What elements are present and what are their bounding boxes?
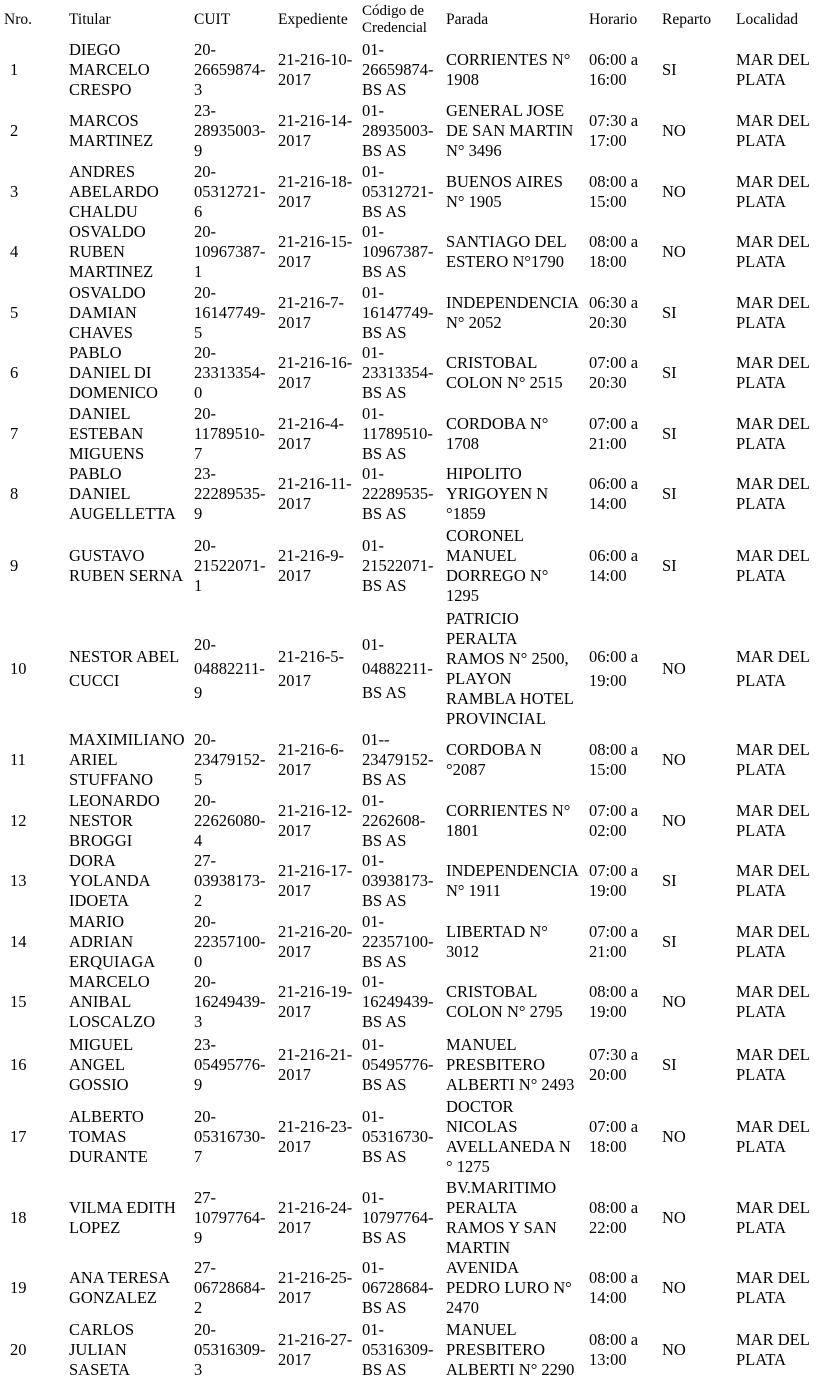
cell-parada: BUENOS AIRES N° 1905	[446, 171, 563, 211]
cell-localidad: MAR DEL PLATA	[736, 50, 810, 89]
cell-codigo: 01- 03938173- BS AS	[362, 851, 434, 910]
table-body	[4, 40, 832, 1382]
cell-reparto: SI	[662, 60, 677, 79]
cell-nro: 16	[10, 1054, 27, 1074]
cell-reparto: SI	[662, 555, 677, 575]
cell-titular: NESTOR ABEL CUCCI	[69, 646, 180, 690]
cell-localidad: MAR DEL PLATA	[736, 1330, 810, 1369]
cell-reparto: SI	[662, 484, 677, 503]
cell-horario: 07:00 a 19:00	[589, 861, 639, 900]
cell-titular: OSVALDO RUBEN MARTINEZ	[69, 222, 154, 281]
table-row	[4, 161, 832, 222]
cell-parada: CRISTOBAL COLON N° 2515	[446, 353, 563, 392]
cell-parada: SANTIAGO DEL ESTERO N°1790	[446, 232, 567, 271]
cell-reparto: NO	[662, 750, 686, 769]
cell-cuit: 23- 28935003- 9	[194, 100, 266, 160]
table-row	[4, 282, 832, 343]
cell-cuit: 20- 16249439- 3	[194, 972, 266, 1031]
header-parada: Parada	[446, 11, 489, 28]
cell-horario: 06:00 a 14:00	[589, 474, 639, 513]
cell-codigo: 01- 06728684- BS AS	[362, 1258, 434, 1317]
table-row	[4, 1177, 832, 1258]
cell-codigo: 01- 26659874- BS AS	[362, 40, 434, 99]
cell-reparto: SI	[662, 871, 677, 890]
cell-titular: MARCELO ANIBAL LOSCALZO	[69, 972, 156, 1031]
cell-horario: 06:00 a 14:00	[589, 545, 639, 585]
cell-localidad: MAR DEL PLATA	[736, 110, 810, 150]
cell-expediente: 21-216-24- 2017	[278, 1197, 353, 1237]
cell-localidad: MAR DEL PLATA	[736, 171, 810, 211]
cell-expediente: 21-216-19- 2017	[278, 982, 353, 1021]
cell-nro: 12	[10, 810, 27, 830]
cell-nro: 7	[10, 423, 19, 443]
cell-expediente: 21-216-20- 2017	[278, 921, 353, 961]
header-nro: Nro.	[4, 11, 32, 28]
table-header	[4, 0, 832, 40]
cell-horario: 07:30 a 20:00	[589, 1044, 639, 1084]
cell-horario: 06:00 a 16:00	[589, 50, 639, 89]
cell-localidad: MAR DEL PLATA	[736, 232, 810, 271]
cell-nro: 11	[10, 750, 26, 769]
cell-expediente: 21-216-16- 2017	[278, 353, 353, 392]
cell-reparto: NO	[662, 810, 686, 830]
cell-nro: 1	[10, 60, 19, 79]
cell-titular: ANA TERESA GONZALEZ	[69, 1268, 170, 1307]
cell-localidad: MAR DEL PLATA	[736, 474, 810, 513]
table-row	[4, 851, 832, 911]
cell-codigo: 01- 05495776- BS AS	[362, 1034, 434, 1094]
cell-expediente: 21-216-11- 2017	[278, 474, 352, 513]
table-row	[4, 222, 832, 282]
cell-reparto: NO	[662, 242, 686, 261]
cell-nro: 6	[10, 363, 19, 382]
cell-titular: MAXIMILIANO ARIEL STUFFANO	[69, 730, 185, 789]
cell-cuit: 23- 22289535- 9	[194, 464, 266, 523]
cell-localidad: MAR DEL PLATA	[736, 921, 810, 961]
cell-titular: ALBERTO TOMAS DURANTE	[69, 1107, 148, 1166]
cell-cuit: 27- 06728684- 2	[194, 1258, 266, 1317]
cell-localidad: MAR DEL PLATA	[736, 1197, 810, 1237]
cell-codigo: 01- 10967387- BS AS	[362, 222, 434, 281]
cell-expediente: 21-216-14- 2017	[278, 110, 353, 150]
cell-nro: 14	[10, 931, 27, 951]
cell-titular: MARIO ADRIAN ERQUIAGA	[69, 911, 156, 971]
cell-localidad: MAR DEL PLATA	[736, 646, 810, 690]
cell-codigo: 01-- 23479152- BS AS	[362, 730, 434, 789]
cell-parada: MANUEL PRESBITERO ALBERTI N° 2290	[446, 1320, 575, 1379]
cell-codigo: 01- 22357100- BS AS	[362, 911, 434, 971]
cell-horario: 06:00 a 19:00	[589, 646, 639, 690]
cell-cuit: 20- 10967387- 1	[194, 222, 266, 281]
cell-horario: 07:00 a 21:00	[589, 413, 639, 453]
cell-parada: HIPOLITO YRIGOYEN N °1859	[446, 464, 549, 523]
cell-reparto: SI	[662, 1054, 677, 1074]
header-codigo: Código de Credencial	[362, 3, 427, 36]
cell-localidad: MAR DEL PLATA	[736, 800, 810, 840]
cell-localidad: MAR DEL PLATA	[736, 413, 810, 453]
cell-expediente: 21-216-4- 2017	[278, 413, 344, 453]
cell-expediente: 21-216-7- 2017	[278, 292, 344, 332]
cell-localidad: MAR DEL PLATA	[736, 1117, 810, 1156]
cell-codigo: 01- 22289535- BS AS	[362, 464, 434, 523]
header-reparto: Reparto	[662, 11, 712, 28]
cell-cuit: 20- 05316730- 7	[194, 1107, 266, 1166]
cell-codigo: 01- 23313354- BS AS	[362, 343, 434, 402]
cell-cuit: 20- 22626080- 4	[194, 790, 266, 850]
cell-reparto: SI	[662, 423, 677, 443]
table-row	[4, 524, 832, 607]
cell-parada: CORRIENTES N° 1801	[446, 800, 571, 840]
cell-cuit: 20- 05312721- 6	[194, 161, 266, 221]
table-row	[4, 403, 832, 464]
cell-expediente: 21-216-15- 2017	[278, 232, 353, 271]
cell-cuit: 20- 04882211- 9	[194, 634, 265, 702]
cell-titular: LEONARDO NESTOR BROGGI	[69, 790, 160, 850]
cell-codigo: 01- 21522071- BS AS	[362, 535, 434, 595]
cell-expediente: 21-216-25- 2017	[278, 1268, 353, 1307]
cell-cuit: 23- 05495776- 9	[194, 1034, 266, 1094]
cell-codigo: 01- 16249439- BS AS	[362, 972, 434, 1031]
cell-codigo: 01- 28935003- BS AS	[362, 100, 434, 160]
cell-titular: GUSTAVO RUBEN SERNA	[69, 545, 184, 585]
table-row	[4, 343, 832, 403]
table-row	[4, 1097, 832, 1177]
cell-cuit: 20- 23313354- 0	[194, 343, 266, 402]
cell-expediente: 21-216-12- 2017	[278, 800, 353, 840]
cell-nro: 13	[10, 871, 27, 890]
cell-titular: DIEGO MARCELO CRESPO	[69, 40, 150, 99]
cell-reparto: SI	[662, 931, 677, 951]
cell-parada: DOCTOR NICOLAS AVELLANEDA N ° 1275	[446, 1097, 571, 1176]
cell-reparto: NO	[662, 120, 686, 140]
cell-nro: 19	[10, 1278, 27, 1297]
cell-parada: LIBERTAD N° 3012	[446, 921, 548, 961]
table-row	[4, 1318, 832, 1382]
cell-titular: PABLO DANIEL AUGELLETTA	[69, 464, 176, 523]
cell-nro: 3	[10, 181, 19, 201]
table-row	[4, 1258, 832, 1318]
table-row	[4, 1032, 832, 1097]
cell-expediente: 21-216-10- 2017	[278, 50, 353, 89]
table-row	[4, 100, 832, 161]
cell-reparto: NO	[662, 1207, 686, 1227]
cell-codigo: 01- 2262608- BS AS	[362, 790, 426, 850]
table-row	[4, 911, 832, 972]
table-row	[4, 464, 832, 524]
cell-titular: MARCOS MARTINEZ	[69, 110, 154, 150]
cell-nro: 18	[10, 1207, 27, 1227]
cell-nro: 20	[10, 1340, 27, 1359]
cell-horario: 08:00 a 14:00	[589, 1268, 639, 1307]
cell-horario: 07:00 a 20:30	[589, 353, 639, 392]
cell-expediente: 21-216-21- 2017	[278, 1044, 353, 1084]
header-titular: Titular	[69, 11, 111, 28]
cell-localidad: MAR DEL PLATA	[736, 982, 810, 1021]
cell-horario: 06:30 a 20:30	[589, 292, 639, 332]
table-row	[4, 40, 832, 100]
cell-titular: VILMA EDITH LOPEZ	[69, 1197, 176, 1237]
cell-cuit: 27- 10797764- 9	[194, 1187, 266, 1247]
cell-cuit: 20- 26659874- 3	[194, 40, 266, 99]
cell-expediente: 21-216-5- 2017	[278, 646, 344, 690]
cell-parada: INDEPENDENCIA N° 1911	[446, 861, 579, 900]
cell-reparto: NO	[662, 1127, 686, 1146]
cell-cuit: 20- 16147749- 5	[194, 282, 266, 342]
table-row	[4, 730, 832, 790]
cell-parada: INDEPENDENCIA N° 2052	[446, 292, 579, 332]
cell-parada: CORDOBA N °2087	[446, 740, 542, 779]
cell-reparto: NO	[662, 658, 686, 678]
cell-horario: 07:00 a 18:00	[589, 1117, 639, 1156]
cell-expediente: 21-216-23- 2017	[278, 1117, 353, 1156]
cell-horario: 08:00 a 19:00	[589, 982, 639, 1021]
cell-cuit: 27- 03938173- 2	[194, 851, 266, 910]
cell-parada: CRISTOBAL COLON N° 2795	[446, 982, 563, 1021]
table-row	[4, 607, 832, 730]
cell-titular: MIGUEL ANGEL GOSSIO	[69, 1034, 134, 1094]
cell-parada: CORDOBA N° 1708	[446, 413, 549, 453]
cell-titular: PABLO DANIEL DI DOMENICO	[69, 343, 158, 402]
cell-nro: 2	[10, 120, 19, 140]
cell-nro: 17	[10, 1127, 27, 1146]
cell-expediente: 21-216-27- 2017	[278, 1330, 353, 1369]
cell-titular: DORA YOLANDA IDOETA	[69, 851, 151, 910]
cell-localidad: MAR DEL PLATA	[736, 545, 810, 585]
table-row	[4, 790, 832, 851]
cell-expediente: 21-216-17- 2017	[278, 861, 353, 900]
cell-reparto: NO	[662, 1340, 686, 1359]
cell-horario: 07:00 a 02:00	[589, 800, 639, 840]
cell-horario: 08:00 a 15:00	[589, 740, 639, 779]
cell-horario: 07:30 a 17:00	[589, 110, 639, 150]
cell-codigo: 01- 05312721- BS AS	[362, 161, 434, 221]
table-row	[4, 972, 832, 1032]
cell-parada: PATRICIO PERALTA RAMOS N° 2500, PLAYON RAMBLA HOTEL PROVINCIAL	[446, 608, 574, 728]
cell-cuit: 20- 21522071- 1	[194, 535, 266, 595]
cell-nro: 15	[10, 992, 27, 1011]
cell-localidad: MAR DEL PLATA	[736, 1044, 810, 1084]
cell-codigo: 01- 11789510- BS AS	[362, 403, 433, 463]
cell-parada: MANUEL PRESBITERO ALBERTI N° 2493	[446, 1034, 575, 1094]
cell-reparto: NO	[662, 992, 686, 1011]
header-horario: Horario	[589, 11, 638, 28]
cell-reparto: SI	[662, 363, 677, 382]
cell-horario: 07:00 a 21:00	[589, 921, 639, 961]
cell-codigo: 01- 16147749- BS AS	[362, 282, 434, 342]
cell-nro: 4	[10, 242, 19, 261]
cell-codigo: 01- 05316309- BS AS	[362, 1320, 434, 1379]
cell-cuit: 20- 23479152- 5	[194, 730, 266, 789]
cell-codigo: 01- 10797764- BS AS	[362, 1187, 434, 1247]
cell-localidad: MAR DEL PLATA	[736, 292, 810, 332]
cell-parada: CORONEL MANUEL DORREGO N° 1295	[446, 525, 549, 605]
cell-expediente: 21-216-18- 2017	[278, 171, 353, 211]
cell-horario: 08:00 a 22:00	[589, 1197, 639, 1237]
cell-nro: 9	[10, 555, 19, 575]
cell-horario: 08:00 a 15:00	[589, 171, 639, 211]
cell-titular: CARLOS JULIAN SASETA	[69, 1320, 135, 1379]
credentials-table	[4, 0, 832, 1382]
cell-reparto: NO	[662, 181, 686, 201]
cell-localidad: MAR DEL PLATA	[736, 1268, 810, 1307]
cell-localidad: MAR DEL PLATA	[736, 353, 810, 392]
cell-localidad: MAR DEL PLATA	[736, 861, 810, 900]
cell-nro: 8	[10, 484, 19, 503]
cell-titular: DANIEL ESTEBAN MIGUENS	[69, 403, 145, 463]
cell-reparto: NO	[662, 1278, 686, 1297]
cell-cuit: 20- 22357100- 0	[194, 911, 266, 971]
cell-nro: 5	[10, 302, 19, 322]
cell-codigo: 01- 04882211- BS AS	[362, 634, 433, 702]
cell-horario: 08:00 a 18:00	[589, 232, 639, 271]
cell-cuit: 20- 11789510- 7	[194, 403, 265, 463]
cell-localidad: MAR DEL PLATA	[736, 740, 810, 779]
cell-titular: OSVALDO DAMIAN CHAVES	[69, 282, 146, 342]
header-localidad: Localidad	[736, 11, 798, 28]
cell-cuit: 20- 05316309- 3	[194, 1320, 266, 1379]
cell-parada: CORRIENTES N° 1908	[446, 50, 571, 89]
cell-expediente: 21-216-9- 2017	[278, 545, 344, 585]
cell-titular: ANDRES ABELARDO CHALDU	[69, 161, 159, 221]
cell-expediente: 21-216-6- 2017	[278, 740, 344, 779]
cell-parada: BV.MARITIMO PERALTA RAMOS Y SAN MARTIN	[446, 1177, 557, 1257]
header-cuit: CUIT	[194, 11, 231, 28]
cell-parada: GENERAL JOSE DE SAN MARTIN N° 3496	[446, 100, 574, 160]
cell-parada: AVENIDA PEDRO LURO N° 2470	[446, 1258, 572, 1317]
cell-nro: 10	[10, 658, 27, 678]
cell-codigo: 01- 05316730- BS AS	[362, 1107, 434, 1166]
header-expediente: Expediente	[278, 11, 348, 28]
cell-horario: 08:00 a 13:00	[589, 1330, 639, 1369]
cell-reparto: SI	[662, 302, 677, 322]
